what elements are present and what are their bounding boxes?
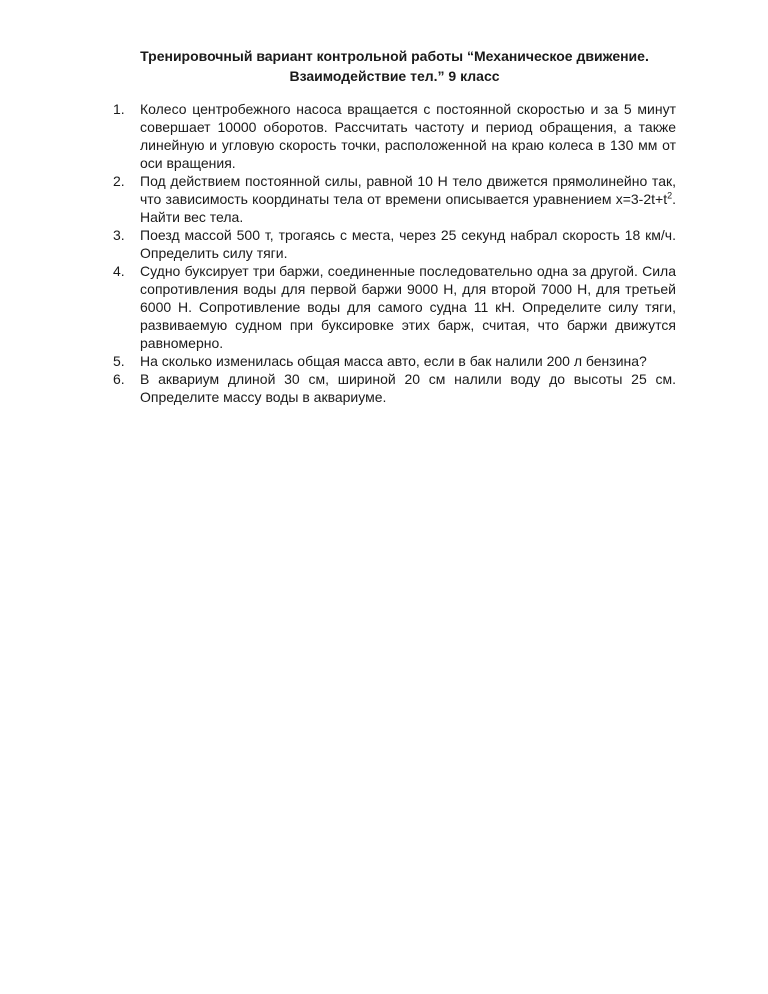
problem-list	[113, 100, 676, 406]
problem-text	[140, 262, 676, 352]
text-segment: Колесо центробежного насоса вращается с постоянной скоростью и за 5 минут совершает 10000 оборотов. Рассчитать частоту и период обращения, а также линейную и угловую скорость точки, расположенной на краю колеса в 130 мм от оси вращения.	[140, 101, 676, 171]
text-segment: На сколько изменилась общая масса авто, если в бак налили 200 л бензина?	[140, 353, 647, 369]
text-segment: Поезд массой 500 т, трогаясь с места, через 25 секунд набрал скорость 18 км/ч. Определить силу тяги.	[140, 227, 676, 261]
problem-number: 3.	[113, 227, 125, 243]
problem-text	[140, 352, 676, 370]
problem-text	[140, 226, 676, 262]
text-segment: Судно буксирует три баржи, соединенные последовательно одна за другой. Сила сопротивления воды для первой баржи 9000 Н, для второй 7000 Н, для третьей 6000 Н. Сопротивление воды для самого судна 11 кН. Определите силу тяги, развиваемую судном при буксировке этих барж, считая, что баржи движутся равномерно.	[140, 263, 676, 351]
problem-item	[113, 262, 676, 352]
title-line-2: Взаимодействие тел.” 9 класс	[289, 68, 500, 84]
text-segment: Под действием постоянной силы, равной 10 Н тело движется прямолинейно так, что зависимость координаты тела от времени описывается уравнением x=3-2t+t	[140, 173, 676, 207]
problem-item	[113, 172, 676, 226]
problem-item	[113, 100, 676, 172]
superscript-text: 2	[667, 190, 673, 201]
page-title	[113, 46, 676, 86]
text-segment: . Найти вес тела.	[140, 191, 676, 225]
problem-item	[113, 226, 676, 262]
problem-number: 1.	[113, 101, 125, 117]
problem-number: 4.	[113, 263, 125, 279]
problem-text	[140, 172, 676, 226]
problem-number: 5.	[113, 353, 125, 369]
text-segment: В аквариум длиной 30 см, шириной 20 см налили воду до высоты 25 см. Определите массу воды в аквариуме.	[140, 371, 676, 405]
problem-number: 2.	[113, 173, 125, 189]
problem-number: 6.	[113, 371, 125, 387]
problem-text	[140, 370, 676, 406]
problem-text	[140, 100, 676, 172]
problem-item	[113, 370, 676, 406]
problem-item	[113, 352, 676, 370]
title-line-1: Тренировочный вариант контрольной работы “Механическое движение.	[140, 48, 649, 64]
